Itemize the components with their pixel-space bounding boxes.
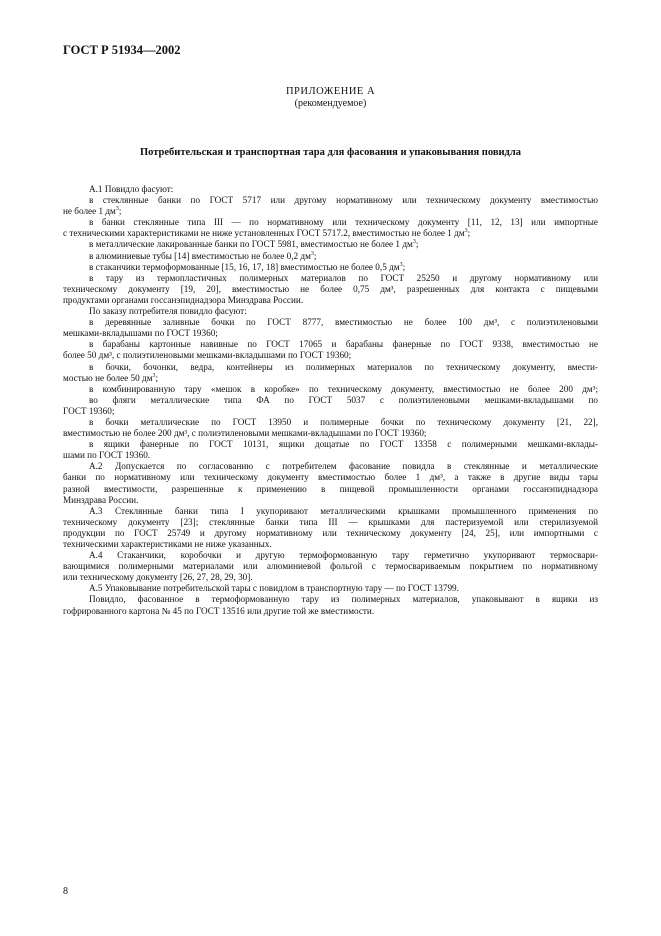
text-line [63,184,598,195]
text-line [63,484,598,495]
text-line-content: в комбинированную тару «мешок в коробке» по техническому документу, вместимостью не более 200 дм³; [89,383,598,394]
document-code: ГОСТ Р 51934—2002 [63,43,181,57]
page-number: 8 [63,886,68,897]
superscript: 3 [464,228,468,235]
text-line-content: вающимися полимерными материалами или алюминиевой фольгой с термосвариваемым покрытием по нормативному [63,561,598,572]
document-body [63,184,598,617]
text-line [63,350,598,361]
text-line-content: мешками-вкладышами по ГОСТ 19360; [63,328,218,339]
text-line [63,417,598,428]
text-line [63,306,598,317]
text-line [63,395,598,406]
superscript: 3 [310,250,314,257]
text-line-content: в металлические лакированные банки по ГОСТ 5981, вместимостью не более 1 дм [89,239,413,250]
text-line-suffix: ; [313,250,317,261]
text-line-suffix: ; [155,372,159,383]
text-line-content: А.1 Повидло фасуют: [89,184,174,194]
text-line [63,295,598,306]
text-line-content: техническому документу [19, 20], вместимостью не более 0,75 дм³, разрешенных для контакта с пищевыми [63,283,598,294]
appendix-title: ПРИЛОЖЕНИЕ А [285,86,376,97]
text-line-content: вместимостью не более 200 дм³, с полиэтиленовыми мешками-вкладышами по ГОСТ 19360; [63,428,427,439]
text-line [63,439,598,450]
text-line-content: гофрированного картона № 45 по ГОСТ 13516 или другие той же вместимости. [63,605,375,616]
text-line [63,550,598,561]
text-line [63,273,598,284]
text-line [63,450,598,461]
text-line [63,239,598,250]
text-line [63,472,598,483]
text-line-content: в банки стеклянные типа III — по нормативному или техническому документу [11, 12, 13] или импортные [89,217,598,228]
text-line [63,206,598,217]
text-line [63,284,598,295]
text-line-content: банки по нормативному или техническому документу вместимостью более 1 дм³, а также в другие виды тары [63,472,598,483]
text-line [63,517,598,528]
superscript: 3 [399,261,403,268]
text-line [63,606,598,617]
text-line [63,195,598,206]
text-line-content: А.4 Стаканчики, коробочки и другую термоформованную тару герметично укупоривают термосвари- [89,550,598,561]
text-line-content: более 50 дм³, с полиэтиленовыми мешками-вкладышами по ГОСТ 19360; [63,350,352,361]
text-line [63,228,598,239]
text-line-content: А.2 Допускается по согласованию с потребителем фасование повидла в стеклянные и металлические [89,461,598,472]
text-line-content: По заказу потребителя повидло фасуют: [89,306,247,317]
text-line [63,406,598,417]
text-line-content: продуктами органами госсанэпиднадзора Минздрава России. [63,294,304,305]
text-line-content: не более 1 дм [63,206,116,217]
text-line-content: техническими характеристиками не ниже указанных. [63,539,272,549]
text-line-content: в барабаны картонные навивные по ГОСТ 17065 и барабаны фанерные по ГОСТ 9338, вместимостью не [89,339,598,350]
text-line [63,528,598,539]
text-line-content: А.3 Стеклянные банки типа I укупоривают металлическими крышками промышленного применения по [89,505,598,516]
text-line [63,373,598,384]
text-line-suffix: ; [118,206,122,217]
text-line [63,583,598,594]
text-line [63,217,598,228]
text-line-content: продукции по ГОСТ 25749 и другому нормативному или техническому документу [24, 25], или импортными с [63,527,598,538]
text-line-content: мостью не более 50 дм [63,372,153,383]
text-line [63,251,598,262]
superscript: 3 [115,206,119,213]
text-line [63,262,598,273]
text-line-content: во фляги металлические типа ФА по ГОСТ 5037 с полиэтиленовыми мешками-вкладышами по [89,394,598,405]
text-line-content: А.5 Упаковывание потребительской тары с повидлом в транспортную тару — по ГОСТ 13799. [89,583,459,594]
text-line [63,317,598,328]
text-line-content: в стаканчики термоформованные [15, 16, 17, 18] вместимостью не более 0,5 дм [89,261,400,272]
text-line [63,339,598,350]
text-line-content: в бочки металлические по ГОСТ 13950 и полимерные бочки по техническому документу [21, 22], [89,416,598,427]
text-line [63,328,598,339]
text-line-suffix: ; [467,228,471,239]
text-line-content: Повидло, фасованное в термоформованную тару из полимерных материалов, упаковывают в ящики из [89,594,598,605]
text-line-content: разной вместимости, разрешенные к применению в пищевой промышленности органами госсанэпиднадзора [63,483,598,494]
text-line [63,539,598,550]
text-line-content: в ящики фанерные по ГОСТ 10131, ящики дощатые по ГОСТ 13358 с полимерными мешками-вклады- [89,439,598,450]
text-line-content: Минздрава России. [63,494,139,505]
superscript: 3 [412,239,416,246]
text-line [63,561,598,572]
text-line-content: в бочки, бочонки, ведра, контейнеры из полимерных материалов по техническому документу, вмести- [89,361,598,372]
text-line [63,506,598,517]
text-line-content: с техническими характеристиками не ниже установленных ГОСТ 5717.2, вместимостью не более 1 дм [63,228,465,239]
text-line-content: или техническому документу [26, 27, 28, 29, 30]. [63,572,253,583]
text-line [63,461,598,472]
text-line-content: в стеклянные банки по ГОСТ 5717 или другому нормативному или техническому документу вместимостью [89,195,598,206]
text-line [63,428,598,439]
text-line [63,362,598,373]
text-line-content: в алюминиевые тубы [14] вместимостью не более 0,2 дм [89,250,311,261]
superscript: 3 [152,372,156,379]
appendix-subtitle: (рекомендуемое) [294,98,367,109]
text-line [63,384,598,395]
text-line-content: техническому документу [23]; стеклянные банки типа III — крышками для пастеризуемой или стерилизуемой [63,516,598,527]
text-line [63,495,598,506]
section-title: Потребительская и транспортная тара для фасования и упаковывания повидла [139,147,522,158]
text-line-content: ГОСТ 19360; [63,405,115,416]
text-line-content: в тару из термопластичных полимерных материалов по ГОСТ 25250 и другому нормативному или [89,272,598,283]
text-line-content: в деревянные заливные бочки по ГОСТ 8777, вместимостью не более 100 дм³, с полиэтиленовыми [89,317,598,328]
text-line-suffix: ; [402,261,406,272]
text-line-suffix: ; [415,239,419,250]
text-line [63,572,598,583]
text-line-content: шами по ГОСТ 19360. [63,450,151,461]
text-line [63,594,598,605]
